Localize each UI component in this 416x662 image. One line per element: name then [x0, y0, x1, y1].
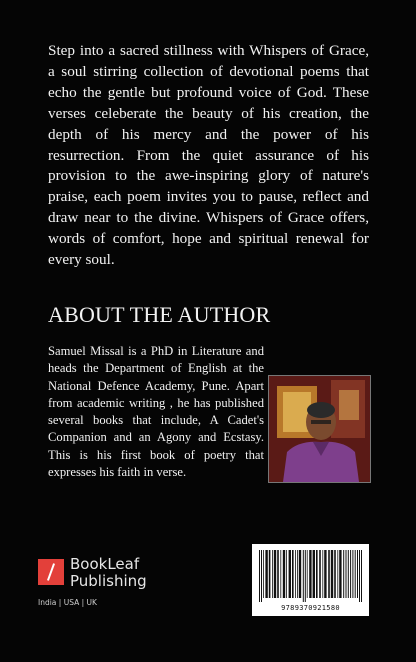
publisher-name-line1: BookLeaf: [70, 555, 140, 573]
publisher-logo: [38, 556, 188, 616]
back-cover-blurb: Step into a sacred stillness with Whispers of Grace, a soul stirring collection of devotional poems that echo the gentle but profound voice of God. These verses celeberate the beauty of his creation, the depth of his mercy and the power of his resurrection. From the quiet assurance of his provision to the awe-inspiring glory of nature's praise, each poem invites you to pause, reflect and draw near to the divine. Whispers of Grace offers, words of comfort, hope and spiritual renewal for every soul.: [48, 42, 369, 269]
publisher-name-line2: Publishing: [70, 572, 147, 590]
author-bio: Samuel Missal is a PhD in Literature and heads the Department of English at the National Defence Academy, Pune. Apart from academic writing , he has published several books that include, A Cadet's Companion and an Agony and Ecstasy. This is his first book of poetry that expresses his faith in verse.: [48, 344, 264, 480]
isbn-number: 9789370921580: [281, 604, 340, 612]
isbn-barcode: [252, 544, 369, 616]
bookleaf-slash-icon: [38, 559, 64, 585]
publisher-regions: India | USA | UK: [38, 598, 97, 607]
barcode-bars: [258, 550, 363, 602]
author-photo: [268, 375, 371, 483]
about-author-heading: ABOUT THE AUTHOR: [48, 302, 271, 327]
